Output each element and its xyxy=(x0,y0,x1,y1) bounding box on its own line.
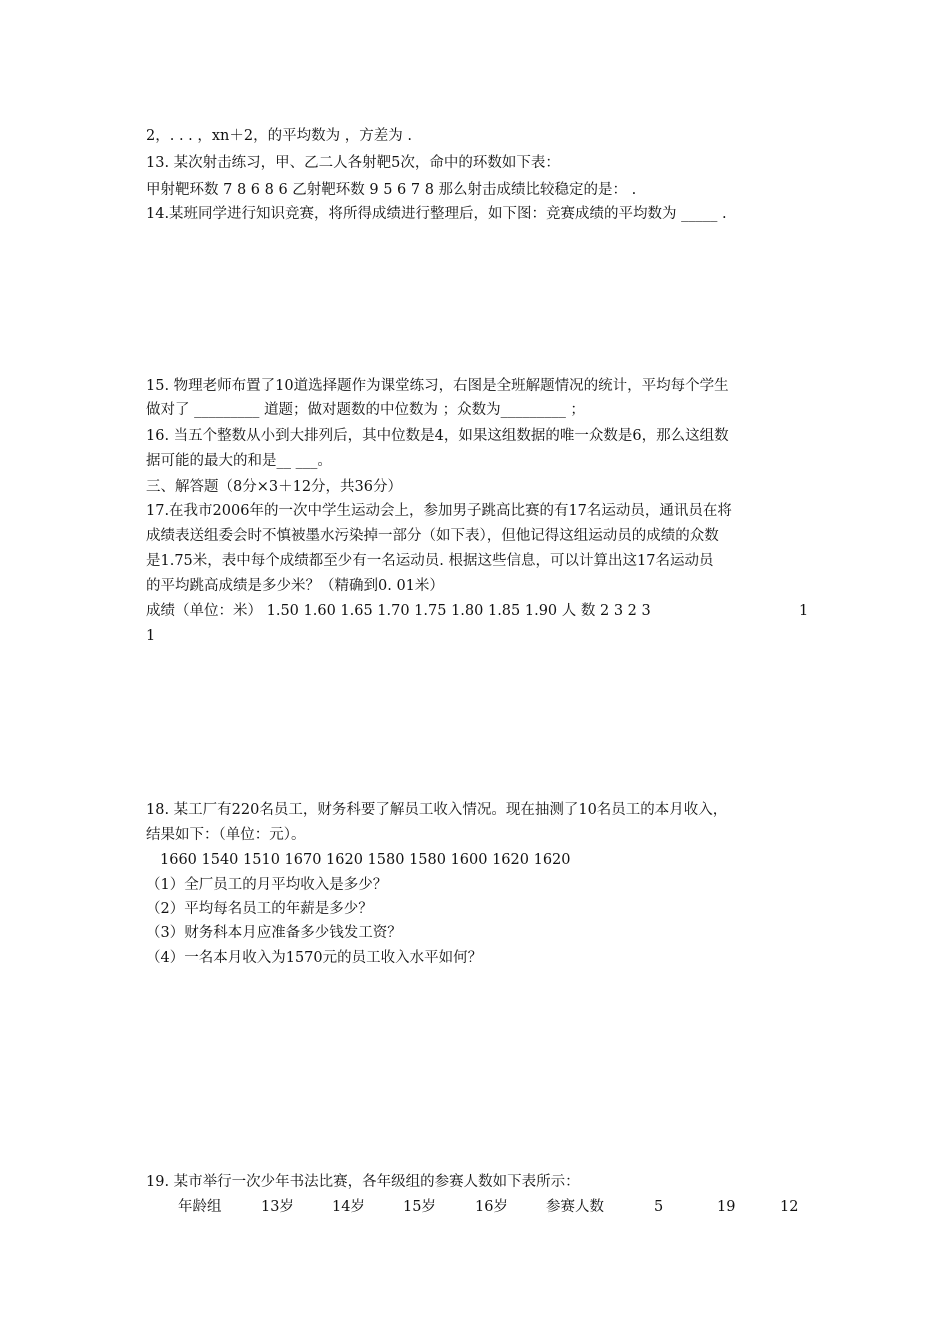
line-q18-3: （3）财务科本月应准备多少钱发工资？ xyxy=(146,925,402,941)
line-q17-table-tail: 1 xyxy=(799,603,809,619)
line-q12-cont: 2，. . . ，xn＋2，的平均数为 ，方差为 . xyxy=(146,128,412,144)
line-q15-a: 15. 物理老师布置了10道选择题作为课堂练习，右图是全班解题情况的统计，平均每个学生 xyxy=(146,378,729,394)
table19-cell: 12 xyxy=(780,1199,799,1215)
table19-cell: 参赛人数 xyxy=(546,1199,604,1215)
line-q17-d: 的平均跳高成绩是多少米？（精确到0. 01米） xyxy=(146,578,444,594)
line-q18-data: 1660 1540 1510 1670 1620 1580 1580 1600 1620 1620 xyxy=(160,852,571,868)
line-q16-a: 16. 当五个整数从小到大排列后，其中位数是4，如果这组数据的唯一众数是6，那么这组数 xyxy=(146,428,729,444)
line-q13-title: 13. 某次射击练习，甲、乙二人各射靶5次，命中的环数如下表： xyxy=(146,155,560,171)
table19-cell: 16岁 xyxy=(475,1199,508,1215)
line-q17-b: 成绩表送组委会时不慎被墨水污染掉一部分（如下表），但他记得这组运动员的成绩的众数 xyxy=(146,528,719,544)
table19-cell: 13岁 xyxy=(261,1199,294,1215)
table19-cell: 14岁 xyxy=(332,1199,365,1215)
line-q18-2: （2）平均每名员工的年薪是多少？ xyxy=(146,901,373,917)
line-q18-a: 18. 某工厂有220名员工，财务科要了解员工收入情况。现在抽测了10名员工的本月收入， xyxy=(146,802,728,818)
line-q17-c: 是1.75米，表中每个成绩都至少有一名运动员. 根据这些信息，可以计算出这17名运动员 xyxy=(146,553,714,569)
section-heading-3: 三、解答题（8分×3＋12分，共36分） xyxy=(146,479,403,495)
line-q18-1: （1）全厂员工的月平均收入是多少？ xyxy=(146,877,388,893)
line-q19: 19. 某市举行一次少年书法比赛，各年级组的参赛人数如下表所示： xyxy=(146,1174,580,1190)
line-q15-b: 做对了 _________ 道题；做对题数的中位数为 ；众数为_________ ； xyxy=(146,402,585,418)
table19-cell: 19 xyxy=(717,1199,736,1215)
line-q18-b: 结果如下：（单位：元）。 xyxy=(146,827,306,843)
table19-cell: 15岁 xyxy=(403,1199,436,1215)
line-q17-table-wrap: 1 xyxy=(146,628,156,644)
line-q16-b: 据可能的最大的和是__ ___。 xyxy=(146,453,332,469)
line-q13-data: 甲射靶环数 7 8 6 8 6 乙射靶环数 9 5 6 7 8 那么射击成绩比较稳定的是： . xyxy=(146,182,637,198)
table19-cell: 5 xyxy=(654,1199,664,1215)
line-q18-4: （4）一名本月收入为1570元的员工收入水平如何？ xyxy=(146,950,483,966)
table19-cell: 年龄组 xyxy=(178,1199,222,1215)
line-q17-table: 成绩（单位：米） 1.50 1.60 1.65 1.70 1.75 1.80 1.85 1.90 人 数 2 3 2 3 xyxy=(146,603,651,619)
line-q14: 14.某班同学进行知识竞赛，将所得成绩进行整理后，如下图：竞赛成绩的平均数为 _____ . xyxy=(146,206,727,222)
line-q17-a: 17.在我市2006年的一次中学生运动会上，参加男子跳高比赛的有17名运动员，通讯员在将 xyxy=(146,503,732,519)
